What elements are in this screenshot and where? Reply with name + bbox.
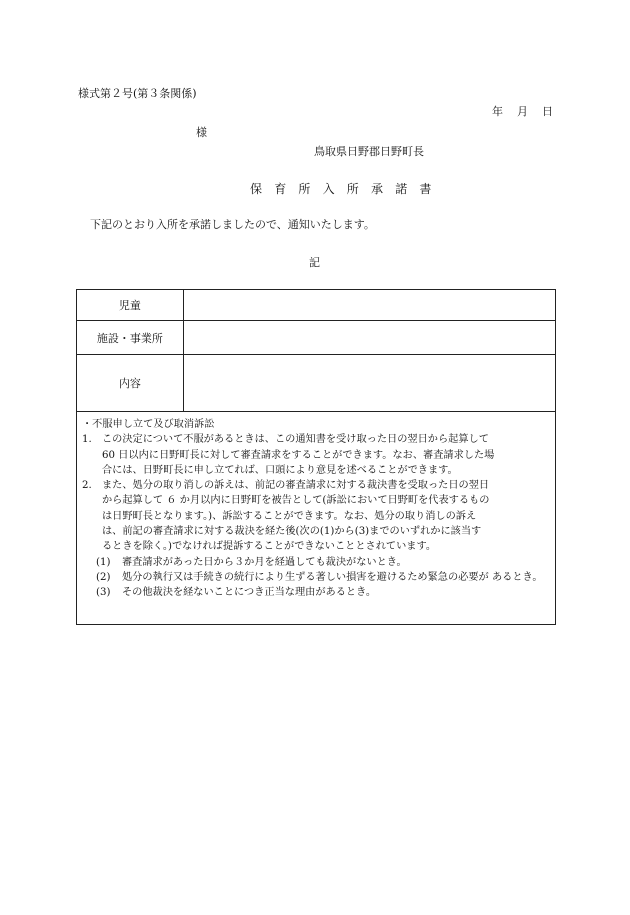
notice-subitem-line: 処分の執行又は手続きの続行により生ずる著しい損害を避けるため緊急の必要が [122, 571, 489, 583]
date-line [492, 103, 553, 119]
notice-subitem-number: (2) [96, 571, 111, 583]
table-value-child [183, 290, 555, 321]
notice-subitem-1 [82, 555, 552, 570]
form-number: 様式第２号(第３条関係) [78, 87, 197, 100]
table-label-facility: 施設・事業所 [77, 321, 184, 355]
notice-subitem-number: (1) [96, 556, 111, 568]
date-month-label: 月 [517, 105, 528, 118]
notice-subitem-line: あるとき。 [492, 571, 543, 583]
date-year-label: 年 [492, 105, 503, 118]
notice-item-line: るときを除く。)でなければ提訴することができないこととされています。 [102, 541, 437, 553]
notice-item-number: 2. [82, 480, 92, 492]
notice-item-line: また、処分の取り消しの訴えは、前記の審査請求に対する裁決書を受取った日の翌日 [102, 480, 490, 492]
notice-heading: ・不服申し立て及び取消訴訟 [82, 419, 215, 430]
table-value-content [183, 355, 555, 412]
notice-item-line: 60 日以内に日野町長に対して審査請求をすることができます。なお、審査請求した場 [102, 449, 495, 461]
notice-subitem-number: (3) [96, 587, 111, 599]
notice-item-1 [82, 432, 552, 478]
table-value-facility [183, 321, 555, 355]
notice-subitem-line: 審査請求があった日から３か月を経過しても裁決がないとき。 [122, 556, 407, 568]
info-table [76, 289, 556, 412]
notice-item-line: は、前記の審査請求に対する裁決を経た後(次の(1)から(3)までのいずれかに該当す [102, 526, 482, 538]
ki-heading: 記 [309, 256, 320, 269]
notice-item-line: この決定について不服があるときは、この通知書を受け取った日の翌日から起算して [102, 434, 489, 446]
notice-item-line: は日野町長となります。)、訴訟することができます。なお、処分の取り消しの訴え [102, 510, 477, 522]
notice-item-number: 1. [82, 434, 92, 446]
table-row-child [77, 290, 556, 321]
notice-subitem-3 [82, 585, 552, 600]
notice-subitem-line: その他裁決を経ないことにつき正当な理由があるとき。 [122, 587, 377, 599]
notice-subitem-2 [82, 570, 552, 585]
notice-item-line: 合には、日野町長に申し立てれば、口頭により意見を述べることができます。 [102, 464, 458, 476]
intro-text: 下記のとおり入所を承諾しましたので、通知いたします。 [90, 218, 375, 231]
table-label-child: 児童 [77, 290, 184, 321]
addressee-suffix: 様 [196, 126, 207, 139]
notice-item-line: から起算して ６ か月以内に日野町を被告として(訴訟において日野町を代表するもの [102, 495, 490, 507]
table-row-content [77, 355, 556, 412]
appeal-notice-content [82, 417, 552, 601]
notice-item-2 [82, 478, 552, 554]
issuer-name: 鳥取県日野郡日野町長 [314, 145, 424, 158]
appeal-notice-box [76, 411, 556, 625]
document-title: 保 育 所 入 所 承 諾 書 [250, 182, 432, 196]
date-day-label: 日 [542, 105, 553, 118]
table-row-facility [77, 321, 556, 355]
table-label-content: 内容 [77, 355, 184, 412]
